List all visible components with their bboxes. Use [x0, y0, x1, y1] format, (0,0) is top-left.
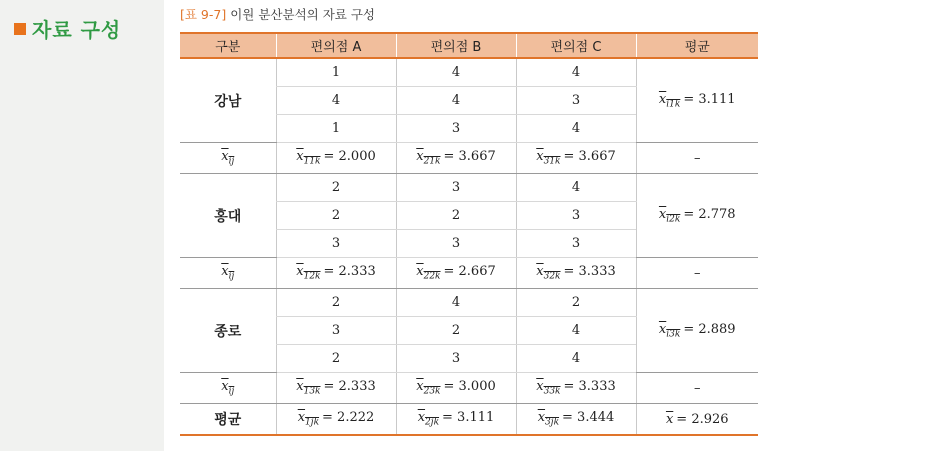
left-panel [0, 0, 164, 451]
mean-subscript: i2k [666, 214, 681, 225]
data-cell: 4 [516, 115, 636, 143]
mean-symbol: $x_{ij}$ [221, 379, 235, 397]
mean-subscript: 12k [303, 271, 321, 282]
row-average-cell [636, 174, 758, 258]
header-store-a: 편의점 A [276, 33, 396, 58]
mean-value: = 3.667 [563, 149, 616, 165]
mean-symbol: $x_{32k}$ [536, 264, 561, 282]
mean-symbol: $x_{i1k}$ [658, 91, 681, 110]
column-average-label: 평균 [180, 404, 276, 436]
data-cell: 4 [516, 58, 636, 87]
mean-subscript: 33k [543, 386, 561, 397]
mean-value: = 2.889 [683, 321, 736, 337]
data-cell: 2 [396, 317, 516, 345]
cell-mean-row [180, 258, 758, 289]
anova-data-table [180, 32, 758, 436]
mean-subscript: 22k [423, 271, 441, 282]
mean-subscript: ij [228, 156, 235, 167]
mean-subscript: 23k [423, 386, 441, 397]
table-body [180, 58, 758, 435]
mean-symbol: $x_{11k}$ [296, 149, 321, 167]
mean-symbol: $x_{ij}$ [221, 149, 235, 167]
header-average: 평균 [636, 33, 758, 58]
data-cell: 2 [396, 202, 516, 230]
table-title: 이원 분산분석의 자료 구성 [230, 7, 375, 22]
mean-subscript: ij [228, 386, 235, 397]
mean-symbol: $x_{12k}$ [296, 264, 321, 282]
mean-symbol: $\overline{x}$ [665, 411, 674, 427]
data-cell: 3 [396, 115, 516, 143]
table-row [180, 174, 758, 202]
data-cell: 1 [276, 58, 396, 87]
data-cell: 2 [516, 289, 636, 317]
row-average-cell [636, 289, 758, 373]
mean-value: = 2.333 [323, 264, 376, 280]
data-cell: 3 [276, 230, 396, 258]
mean-value: = 3.444 [562, 410, 615, 426]
cell-mean-value [396, 373, 516, 404]
mean-symbol: $x_{1jk}$ [297, 410, 320, 428]
cell-mean-row [180, 373, 758, 404]
mean-subscript: i1k [666, 99, 681, 110]
header-category: 구분 [180, 33, 276, 58]
mean-subscript: 3jk [545, 417, 560, 428]
mean-value: = 2.667 [443, 264, 496, 280]
mean-value: = 3.000 [443, 379, 496, 395]
table-row [180, 289, 758, 317]
mean-symbol: $x_{31k}$ [536, 149, 561, 167]
mean-value: = 3.111 [683, 91, 736, 107]
cell-mean-average: – [636, 258, 758, 289]
grand-mean [636, 404, 758, 436]
cell-mean-value [516, 258, 636, 289]
data-cell: 3 [396, 174, 516, 202]
mean-symbol: $x_{i2k}$ [658, 206, 681, 225]
data-cell: 2 [276, 289, 396, 317]
mean-value: = 2.333 [323, 379, 376, 395]
table-number: [표 9-7] [180, 7, 227, 22]
mean-value: = 2.926 [676, 411, 729, 427]
mean-value: = 2.222 [322, 410, 375, 426]
section-title: 자료 구성 [32, 18, 122, 42]
mean-value: = 3.111 [442, 410, 495, 426]
data-cell: 1 [276, 115, 396, 143]
mean-subscript: 13k [303, 386, 321, 397]
row-average-cell [636, 58, 758, 143]
cell-mean-value [276, 373, 396, 404]
mean-value: = 2.778 [683, 206, 736, 222]
mean-symbol: $x_{2jk}$ [417, 410, 440, 428]
mean-value: = 3.333 [563, 264, 616, 280]
data-cell: 3 [516, 87, 636, 115]
mean-symbol: $x_{3jk}$ [537, 410, 560, 428]
area-label: 홍대 [180, 174, 276, 258]
data-cell: 4 [396, 58, 516, 87]
cell-mean-label [180, 143, 276, 174]
header-store-b: 편의점 B [396, 33, 516, 58]
area-label: 강남 [180, 58, 276, 143]
table-caption [180, 5, 375, 23]
mean-symbol: $x_{13k}$ [296, 379, 321, 397]
mean-subscript: 21k [423, 156, 441, 167]
data-cell: 3 [396, 345, 516, 373]
mean-subscript: ij [228, 271, 235, 282]
mean-symbol: $x_{22k}$ [416, 264, 441, 282]
header-store-c: 편의점 C [516, 33, 636, 58]
cell-mean-value [396, 143, 516, 174]
mean-subscript: i3k [666, 329, 681, 340]
cell-mean-average: – [636, 373, 758, 404]
mean-symbol: $x_{23k}$ [416, 379, 441, 397]
mean-subscript: 11k [303, 156, 321, 167]
column-average-row [180, 404, 758, 436]
data-cell: 4 [396, 87, 516, 115]
column-average-value [516, 404, 636, 436]
mean-subscript: 32k [543, 271, 561, 282]
data-cell: 3 [396, 230, 516, 258]
area-label: 종로 [180, 289, 276, 373]
data-cell: 4 [516, 174, 636, 202]
table-row [180, 58, 758, 87]
column-average-value [276, 404, 396, 436]
bullet-square-icon [14, 23, 26, 35]
data-cell: 4 [276, 87, 396, 115]
table-header-row [180, 33, 758, 58]
mean-symbol: $x_{33k}$ [536, 379, 561, 397]
mean-symbol: $x_{21k}$ [416, 149, 441, 167]
cell-mean-label [180, 373, 276, 404]
data-cell: 4 [516, 317, 636, 345]
data-cell: 4 [516, 345, 636, 373]
mean-symbol: $x_{ij}$ [221, 264, 235, 282]
mean-value: = 3.333 [563, 379, 616, 395]
mean-subscript: 31k [543, 156, 561, 167]
data-cell: 3 [516, 202, 636, 230]
cell-mean-row [180, 143, 758, 174]
data-cell: 2 [276, 174, 396, 202]
data-cell: 2 [276, 202, 396, 230]
mean-subscript: 1jk [305, 417, 320, 428]
column-average-value [396, 404, 516, 436]
data-cell: 2 [276, 345, 396, 373]
mean-symbol: $x_{i3k}$ [658, 321, 681, 340]
data-cell: 4 [396, 289, 516, 317]
section-heading [14, 14, 121, 43]
cell-mean-value [396, 258, 516, 289]
mean-subscript: 2jk [425, 417, 440, 428]
data-cell: 3 [276, 317, 396, 345]
mean-value: = 2.000 [323, 149, 376, 165]
cell-mean-value [516, 373, 636, 404]
cell-mean-label [180, 258, 276, 289]
cell-mean-value [276, 258, 396, 289]
cell-mean-value [516, 143, 636, 174]
cell-mean-value [276, 143, 396, 174]
mean-value: = 3.667 [443, 149, 496, 165]
cell-mean-average: – [636, 143, 758, 174]
data-cell: 3 [516, 230, 636, 258]
